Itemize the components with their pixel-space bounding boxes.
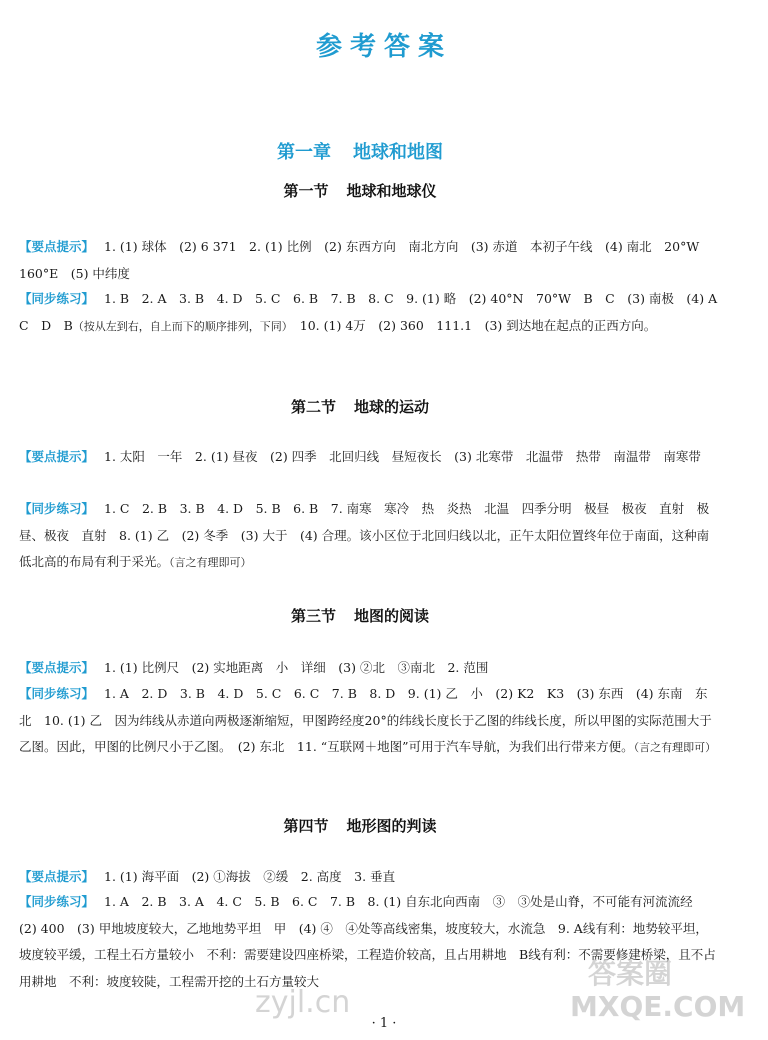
page-title: 参考答案 <box>315 32 452 62</box>
practice-tag: 【同步练习】 <box>19 291 95 306</box>
section-4-key-points <box>19 864 719 891</box>
key-points-text: 1. (1) 海平面 (2) ①海拔 ②缓 2. 高度 3. 垂直 <box>104 869 396 884</box>
section-name: 地球的运动 <box>354 398 430 416</box>
section-3-key-points <box>19 655 719 682</box>
practice-tag: 【同步练习】 <box>19 686 95 701</box>
practice-text: 1. B 2. A 3. B 4. D 5. C 6. B 7. B 8. C 9. (1) 略 (2) 40°N 70°W B C (3) 南极 (4) A C D B <box>19 291 730 333</box>
section-heading-1 <box>0 180 720 201</box>
practice-text: 1. C 2. B 3. B 4. D 5. B 6. B 7. 南寒 寒冷 热 炎热 北温 四季分明 极昼 极夜 直射 极昼、极夜 直射 8. (1) 乙 (2) 冬季 (3) 大于 (4) 合理。该小区位于北回归线以北，正午太阳位置终年位于南面，这种南低北高的布局有利于采光。 <box>19 501 710 569</box>
section-3-practice <box>19 681 719 762</box>
section-number: 第二节 <box>290 398 336 416</box>
key-points-tag: 【要点提示】 <box>19 869 95 884</box>
section-1-key-points <box>19 234 719 287</box>
key-points-tag: 【要点提示】 <box>19 660 95 675</box>
section-name: 地球和地球仪 <box>346 182 437 200</box>
section-heading-4 <box>0 815 720 836</box>
section-heading-2 <box>0 396 720 417</box>
practice-tag: 【同步练习】 <box>19 894 95 909</box>
section-1-practice <box>19 286 730 340</box>
practice-tail: 10. (1) 4万 (2) 360 111.1 (3) 到达地在起点的正西方向。 <box>287 317 657 333</box>
practice-note: （按从左到右，自上而下的顺序排列，下同） <box>72 319 288 333</box>
watermark-site-2-top: 答案圈 <box>588 957 673 990</box>
page-number: · 1 · <box>371 1016 397 1031</box>
section-number: 第四节 <box>283 817 329 835</box>
chapter-number: 第一章 <box>277 142 331 163</box>
key-points-text: 1. (1) 比例尺 (2) 实地距离 小 详细 (3) ②北 ③南北 2. 范围 <box>104 660 489 675</box>
key-points-tag: 【要点提示】 <box>19 449 95 464</box>
section-2-key-points <box>19 444 719 471</box>
practice-tag: 【同步练习】 <box>19 501 95 516</box>
chapter-name: 地球和地图 <box>353 142 443 163</box>
practice-note: （言之有理即可） <box>633 741 717 754</box>
section-name: 地图的阅读 <box>354 607 430 625</box>
section-number: 第一节 <box>283 182 329 200</box>
section-2-practice <box>19 496 719 577</box>
watermark-site-2: MXQE.COM <box>570 990 746 1023</box>
chapter-heading <box>0 138 720 164</box>
section-heading-3 <box>0 605 720 626</box>
practice-text: 1. A 2. B 3. A 4. C 5. B 6. C 7. B 8. (1) 自东北向西南 ③ ③处是山脊，不可能有河流流经 (2) 400 (3) 甲地坡度较大，乙地地势平坦 甲 (4) ④ ④处等高线密集，坡度较大，水流急 9. A线有利：地势较平坦，坡度较平缓，工程土石方量较小 不利：需要建设四座桥梁，工程造价较高，且占用耕地 B线有利：不需要修建桥梁，且不占用耕地 不利：坡度较陡，工程需开挖的土石方量较大 <box>19 894 716 989</box>
key-points-tag: 【要点提示】 <box>19 239 95 254</box>
watermark-site-1: zyjl.cn <box>255 985 351 1020</box>
key-points-text: 1. (1) 球体 (2) 6 371 2. (1) 比例 (2) 东西方向 南北方向 (3) 赤道 本初子午线 (4) 南北 20°W 160°E (5) 中纬度 <box>19 239 712 281</box>
practice-text: 1. A 2. D 3. B 4. D 5. C 6. C 7. B 8. D 9. (1) 乙 小 (2) K2 K3 (3) 东西 (4) 东南 东北 10. (1) 乙 因为纬线从赤道向两极逐渐缩短，甲图跨经度20°的纬线长度长于乙图的纬线长度，所以甲图的实际范围大于乙图。因此，甲图的比例尺小于乙图。 (2) 东北 11. “互联网＋地图”可用于汽车导航，为我们出行带来方便。 <box>19 686 712 754</box>
section-number: 第三节 <box>290 607 336 625</box>
section-name: 地形图的判读 <box>346 817 437 835</box>
key-points-text: 1. 太阳 一年 2. (1) 昼夜 (2) 四季 北回归线 昼短夜长 (3) 北寒带 北温带 热带 南温带 南寒带 <box>104 449 701 464</box>
practice-note: （言之有理即可） <box>169 556 252 569</box>
